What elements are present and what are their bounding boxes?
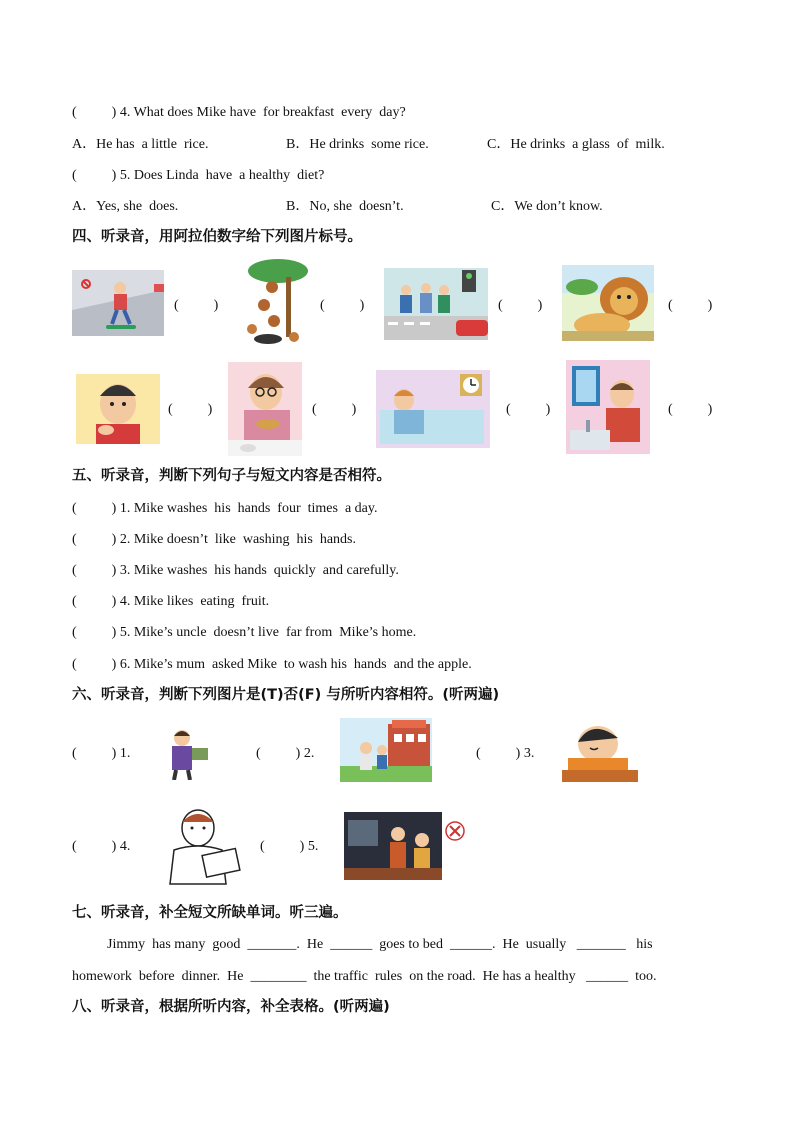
library-visit-picture xyxy=(340,718,432,782)
answer-blank-4-5[interactable]: ( ) xyxy=(168,402,213,417)
question-4-option-c: C．He drinks a glass of milk. xyxy=(487,137,665,152)
man-brushing-teeth-picture xyxy=(566,360,650,454)
crossing-street-picture xyxy=(384,268,488,340)
answer-blank-4-3[interactable]: ( ) xyxy=(498,298,543,313)
section-6-heading: 六、听录音，判断下列图片是(T)否(F) 与所听内容相符。(听两遍) xyxy=(72,687,500,703)
girl-sick-in-bed-picture xyxy=(376,370,490,448)
statement-1: ( ) 1. Mike washes his hands four times a day. xyxy=(72,501,378,516)
statement-2: ( ) 2. Mike doesn’t like washing his hands. xyxy=(72,532,356,547)
answer-blank-4-1[interactable]: ( ) xyxy=(174,298,219,313)
question-4-option-b: B．He drinks some rice. xyxy=(286,137,429,152)
cloze-line-1: Jimmy has many good _______. He ______ goes to bed ______. He usually _______ his xyxy=(107,937,653,952)
question-4-option-a: A．He has a little rice. xyxy=(72,137,209,152)
statement-4: ( ) 4. Mike likes eating fruit. xyxy=(72,594,270,609)
answer-blank-4-7[interactable]: ( ) xyxy=(506,402,551,417)
statement-3: ( ) 3. Mike washes his hands quickly and carefully. xyxy=(72,563,399,578)
answer-blank-4-2[interactable]: ( ) xyxy=(320,298,365,313)
question-5-stem: ( ) 5. Does Linda have a healthy diet? xyxy=(72,168,325,183)
answer-blank-4-6[interactable]: ( ) xyxy=(312,402,357,417)
statement-5: ( ) 5. Mike’s uncle doesn’t live far from Mike’s home. xyxy=(72,625,417,640)
cloze-line-2: homework before dinner. He ________ the traffic rules on the road. He has a healthy ______ too. xyxy=(72,969,657,984)
question-5-option-b: B．No, she doesn’t. xyxy=(286,199,404,214)
skateboard-boy-picture xyxy=(72,270,164,336)
grandma-eating-picture xyxy=(228,362,302,456)
question-4-stem: ( ) 4. What does Mike have for breakfast every day? xyxy=(72,105,406,120)
boy-sleeping-desk-picture xyxy=(562,720,638,782)
tf-item-2: ( ) 2. xyxy=(256,746,315,761)
boy-toothache-picture xyxy=(76,374,160,444)
section-4-heading: 四、听录音，用阿拉伯数字给下列图片标号。 xyxy=(72,229,362,245)
tf-item-5: ( ) 5. xyxy=(260,839,319,854)
boy-with-money-picture xyxy=(164,726,212,780)
boy-writing-picture xyxy=(160,806,248,886)
tf-item-3: ( ) 3. xyxy=(476,746,535,761)
question-5-option-c: C．We don’t know. xyxy=(491,199,603,214)
statement-6: ( ) 6. Mike’s mum asked Mike to wash his hands and the apple. xyxy=(72,657,472,672)
section-8-heading: 八、听录音，根据所听内容，补全表格。(听两遍) xyxy=(72,999,390,1015)
section-5-heading: 五、听录音，判断下列句子与短文内容是否相符。 xyxy=(72,468,391,484)
family-watching-tv-picture xyxy=(344,812,442,880)
answer-blank-4-4[interactable]: ( ) xyxy=(668,298,713,313)
tf-item-4: ( ) 4. xyxy=(72,839,131,854)
tf-item-1: ( ) 1. xyxy=(72,746,131,761)
lion-picture xyxy=(562,265,654,341)
cross-mark-icon xyxy=(444,820,466,842)
question-5-option-a: A．Yes, she does. xyxy=(72,199,179,214)
section-7-heading: 七、听录音，补全短文所缺单词。听三遍。 xyxy=(72,905,348,921)
monkeys-tree-picture xyxy=(238,257,310,349)
answer-blank-4-8[interactable]: ( ) xyxy=(668,402,713,417)
